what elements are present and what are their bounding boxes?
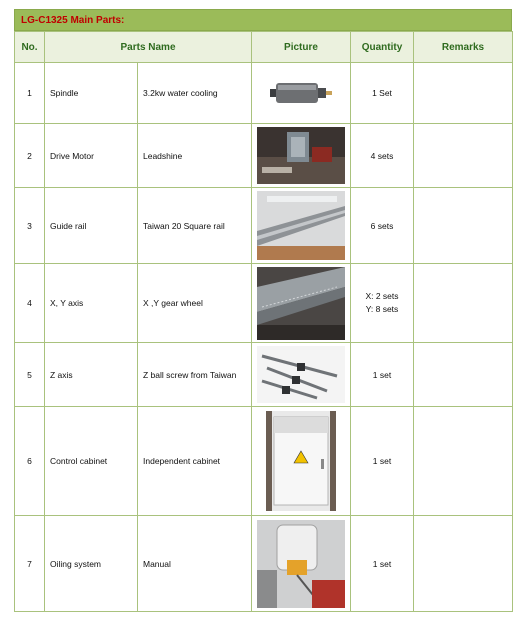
quantity: 1 Set (351, 63, 414, 124)
part-spec: Z ball screw from Taiwan (138, 343, 252, 407)
remarks (414, 188, 513, 264)
row-number: 4 (15, 264, 45, 343)
guide-rail-image (257, 191, 345, 260)
picture-cell (252, 407, 351, 516)
oiling-system-image (257, 520, 345, 608)
parts-document (14, 9, 512, 612)
part-spec: Independent cabinet (138, 407, 252, 516)
part-name: Oiling system (45, 516, 138, 612)
row-number: 5 (15, 343, 45, 407)
quantity: 6 sets (351, 188, 414, 264)
quantity-x: X: 2 sets (365, 291, 399, 301)
picture-cell (252, 124, 351, 188)
quantity: 1 set (351, 407, 414, 516)
drive-motor-image (257, 127, 345, 184)
picture-cell (252, 63, 351, 124)
picture-cell (252, 188, 351, 264)
remarks (414, 407, 513, 516)
remarks (414, 264, 513, 343)
part-spec: 3.2kw water cooling (138, 63, 252, 124)
table-row (15, 407, 513, 516)
remarks (414, 343, 513, 407)
table-row (15, 124, 513, 188)
header-picture: Picture (252, 32, 351, 63)
row-number: 6 (15, 407, 45, 516)
part-name: Control cabinet (45, 407, 138, 516)
row-number: 2 (15, 124, 45, 188)
table-row (15, 343, 513, 407)
part-name: Z axis (45, 343, 138, 407)
table-row (15, 516, 513, 612)
part-spec: Manual (138, 516, 252, 612)
picture-cell (252, 343, 351, 407)
part-spec: X ,Y gear wheel (138, 264, 252, 343)
quantity-y: Y: 8 sets (365, 304, 399, 314)
ball-screw-image (257, 346, 345, 403)
row-number: 1 (15, 63, 45, 124)
spindle-image (266, 73, 336, 113)
part-spec: Taiwan 20 Square rail (138, 188, 252, 264)
part-spec: Leadshine (138, 124, 252, 188)
quantity: 1 set (351, 343, 414, 407)
remarks (414, 124, 513, 188)
quantity (351, 264, 414, 343)
part-name: Spindle (45, 63, 138, 124)
row-number: 3 (15, 188, 45, 264)
row-number: 7 (15, 516, 45, 612)
table-row (15, 188, 513, 264)
header-no: No. (15, 32, 45, 63)
table-row (15, 264, 513, 343)
remarks (414, 516, 513, 612)
header-parts-name: Parts Name (45, 32, 252, 63)
quantity: 4 sets (351, 124, 414, 188)
control-cabinet-image (266, 411, 336, 511)
part-name: Drive Motor (45, 124, 138, 188)
part-name: X, Y axis (45, 264, 138, 343)
picture-cell (252, 516, 351, 612)
picture-cell (252, 264, 351, 343)
header-quantity: Quantity (351, 32, 414, 63)
part-name: Guide rail (45, 188, 138, 264)
gear-rack-image (257, 267, 345, 340)
header-row (15, 32, 513, 63)
table-row (15, 63, 513, 124)
table-title: LG-C1325 Main Parts: (14, 9, 512, 31)
quantity: 1 set (351, 516, 414, 612)
header-remarks: Remarks (414, 32, 513, 63)
parts-table (14, 31, 513, 612)
remarks (414, 63, 513, 124)
